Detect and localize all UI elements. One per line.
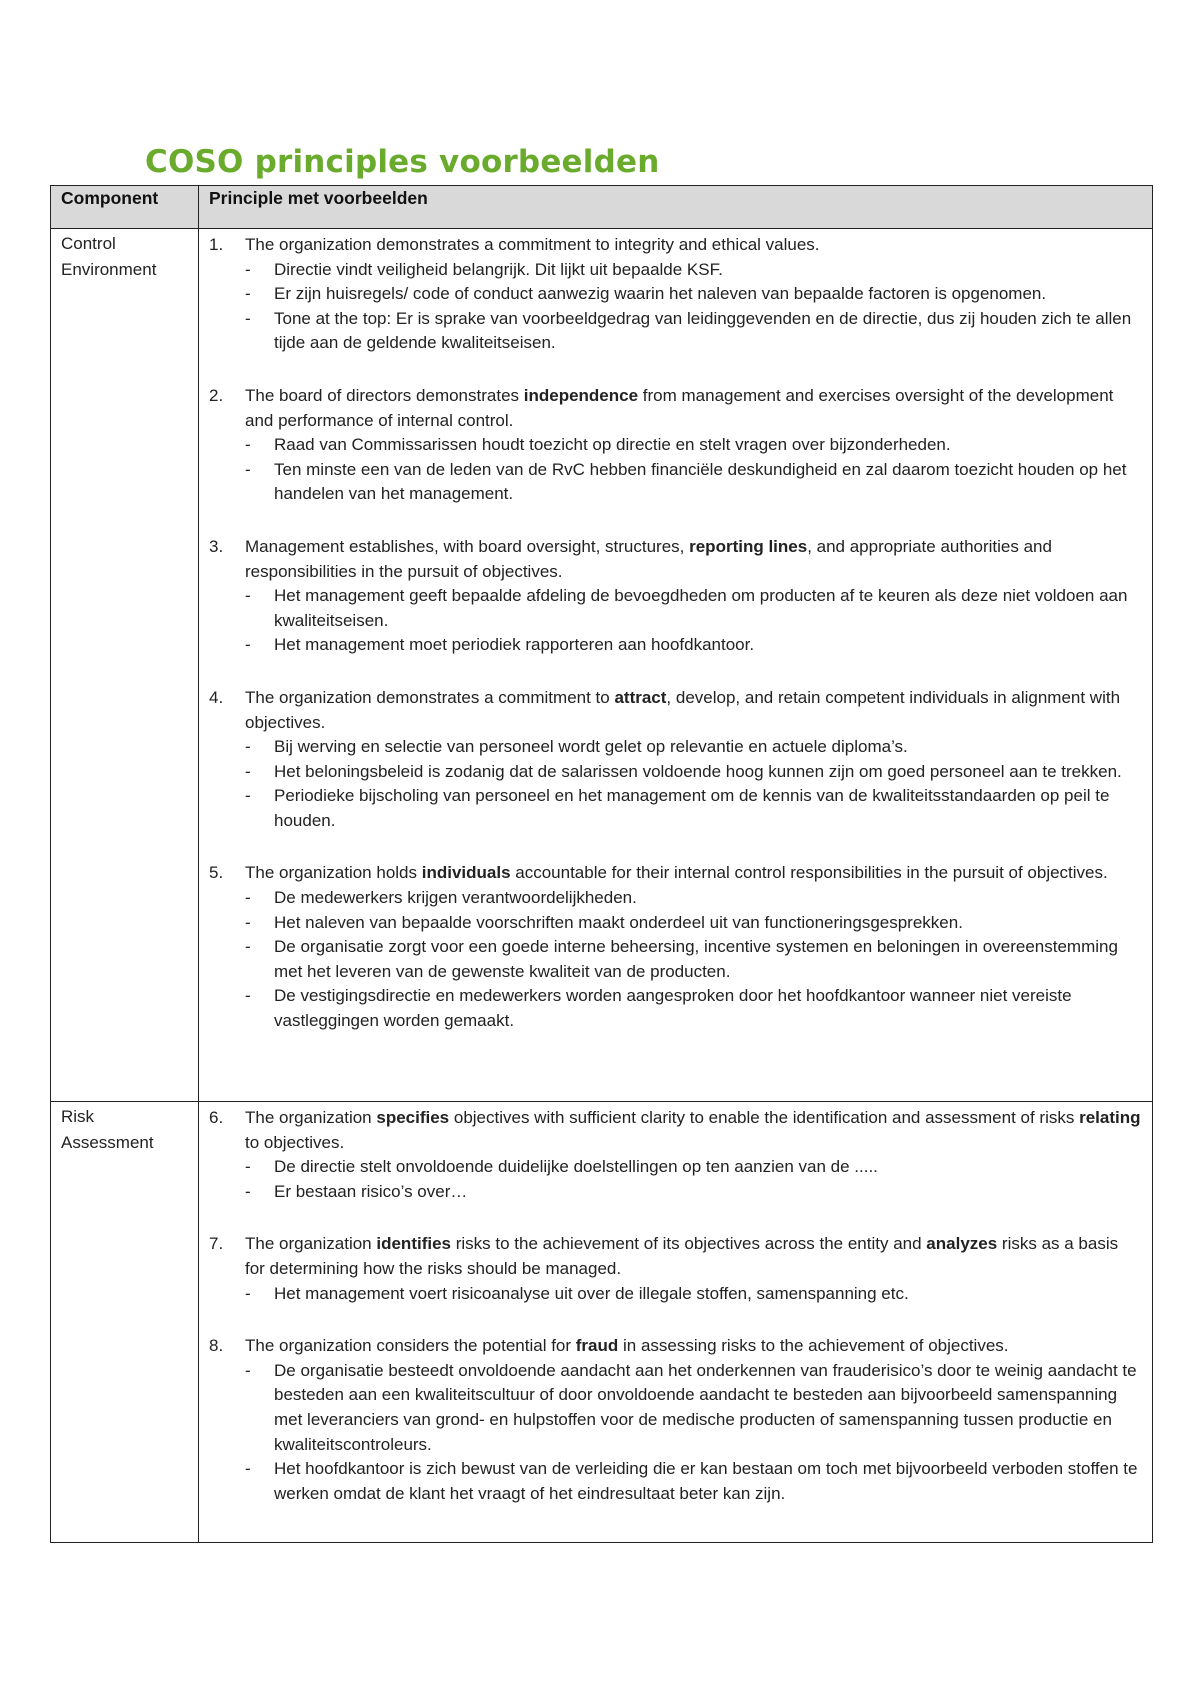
bullet-dash: - bbox=[245, 912, 251, 932]
principle-statement bbox=[209, 1106, 1142, 1155]
principle-keyword: specifies bbox=[376, 1108, 450, 1127]
bullet-dash: - bbox=[245, 937, 251, 957]
example-item bbox=[245, 886, 1142, 911]
principle-item bbox=[209, 384, 1142, 507]
principle-number: 7. bbox=[209, 1234, 224, 1254]
example-item bbox=[245, 984, 1142, 1033]
principle-text bbox=[245, 535, 1142, 584]
principle-text-segment: risks to the achievement of its objectives across the entity and bbox=[451, 1234, 927, 1254]
principle-statement bbox=[209, 535, 1142, 584]
principle-number: 6. bbox=[209, 1108, 224, 1127]
example-text: Het beloningsbeleid is zodanig dat de salarissen voldoende hoog kunnen zijn om goed personeel aan te trekken. bbox=[274, 761, 1122, 781]
principle-statement bbox=[209, 861, 1142, 886]
bullet-dash: - bbox=[245, 1157, 251, 1177]
principle-text-segment: The organization bbox=[245, 1234, 377, 1254]
example-text: De directie stelt onvoldoende duidelijke doelstellingen op ten aanzien van de ..... bbox=[274, 1157, 878, 1177]
table-row bbox=[51, 229, 1153, 1102]
example-text: Tone at the top: Er is sprake van voorbeeldgedrag van leidinggevenden en de directie, dus zij houden zich te allen tijde aan de geldende kwaliteitseisen. bbox=[274, 308, 1132, 353]
example-text: De organisatie zorgt voor een goede interne beheersing, incentive systemen en beloningen in overeenstemming met het leveren van de gewenste kwaliteit van de producten. bbox=[274, 937, 1118, 981]
example-list bbox=[209, 1282, 1142, 1307]
example-text: Het naleven van bepaalde voorschriften maakt onderdeel uit van functioneringsgesprekken. bbox=[274, 912, 963, 932]
principle-item bbox=[209, 1232, 1142, 1306]
principle-text-segment: from management and exercises oversight of the development and performance of internal control. bbox=[245, 385, 1114, 430]
example-item bbox=[245, 1155, 1142, 1180]
principle-keyword: analyzes bbox=[926, 1234, 998, 1254]
principle-text-segment: in assessing risks to the achievement of objectives. bbox=[618, 1336, 1009, 1356]
page-title: COSO principles voorbeelden bbox=[145, 144, 660, 180]
principle-item bbox=[209, 861, 1142, 1033]
principles-cell bbox=[199, 229, 1153, 1102]
principle-statement bbox=[209, 1232, 1142, 1281]
principle-text bbox=[245, 233, 1142, 258]
example-text: Periodieke bijscholing van personeel en het management om de kennis van de kwaliteitsstandaarden op peil te houden. bbox=[274, 786, 1110, 830]
principle-text-segment: , develop, and retain competent individuals in alignment with objectives. bbox=[245, 687, 1121, 732]
principle-text-segment: accountable for their internal control responsibilities in the pursuit of objectives. bbox=[510, 863, 1108, 883]
principle-keyword: independence bbox=[523, 385, 639, 405]
table-row bbox=[51, 1102, 1153, 1543]
principle-text-segment: The board of directors demonstrates bbox=[245, 385, 524, 405]
component-cell: Control Environment bbox=[51, 229, 199, 1102]
principle-statement bbox=[209, 1334, 1142, 1359]
example-item bbox=[245, 258, 1142, 283]
example-list bbox=[209, 1155, 1142, 1204]
principle-text-segment: objectives with sufficient clarity to enable the identification and assessment of risks bbox=[449, 1108, 1080, 1127]
example-text: Er bestaan risico’s over… bbox=[274, 1181, 468, 1201]
example-item bbox=[245, 1359, 1142, 1457]
example-item bbox=[245, 911, 1142, 936]
principle-text-segment: , and appropriate authorities and responsibilities in the pursuit of objectives. bbox=[245, 536, 1052, 581]
example-item bbox=[245, 458, 1142, 507]
example-item bbox=[245, 1282, 1142, 1307]
example-list bbox=[209, 433, 1142, 507]
example-text: De vestigingsdirectie en medewerkers worden aangesproken door het hoofdkantoor wanneer niet vereiste vastleggingen worden gemaakt. bbox=[274, 986, 1072, 1031]
example-list bbox=[209, 1359, 1142, 1507]
principle-statement bbox=[209, 384, 1142, 433]
principle-keyword: identifies bbox=[376, 1234, 451, 1254]
bullet-dash: - bbox=[245, 737, 251, 757]
principle-keyword: relating bbox=[1079, 1108, 1141, 1127]
example-text: Het management voert risicoanalyse uit over de illegale stoffen, samenspanning etc. bbox=[274, 1283, 909, 1303]
bullet-dash: - bbox=[245, 459, 251, 479]
example-text: Het management moet periodiek rapporteren aan hoofdkantoor. bbox=[274, 635, 755, 655]
principle-item bbox=[209, 686, 1142, 834]
example-text: Directie vindt veiligheid belangrijk. Dit lijkt uit bepaalde KSF. bbox=[274, 259, 723, 279]
bullet-dash: - bbox=[245, 786, 251, 806]
principle-text bbox=[245, 1334, 1142, 1359]
example-text: Raad van Commissarissen houdt toezicht op directie en stelt vragen over bijzonderheden. bbox=[274, 435, 951, 455]
principle-item bbox=[209, 1106, 1142, 1204]
example-text: Er zijn huisregels/ code of conduct aanwezig waarin het naleven van bepaalde factoren is opgenomen. bbox=[274, 284, 1047, 304]
example-item bbox=[245, 307, 1142, 356]
principle-number: 1. bbox=[209, 235, 224, 254]
principle-item bbox=[209, 535, 1142, 658]
principle-number: 4. bbox=[209, 687, 224, 707]
example-text: Het hoofdkantoor is zich bewust van de verleiding die er kan bestaan om toch met bijvoorbeeld verboden stoffen te werken omdat de klant het vraagt of het eindresultaat beter kan zijn. bbox=[274, 1459, 1138, 1503]
example-item bbox=[245, 735, 1142, 760]
example-text: De organisatie besteedt onvoldoende aandacht aan het onderkennen van frauderisico’s door te weinig aandacht te besteden aan een kwaliteitscultuur of door onvoldoende aandacht te besteden aan bijvoorbeeld samenspanning met leveranciers van grond- en hulpstoffen voor de medische producten of samenspanning tussen productie en kwaliteitscontroleurs. bbox=[274, 1360, 1137, 1454]
principle-text-segment: to objectives. bbox=[245, 1132, 345, 1152]
example-item bbox=[245, 584, 1142, 633]
principle-text bbox=[245, 686, 1142, 735]
example-item bbox=[245, 1457, 1142, 1506]
principle-number: 5. bbox=[209, 863, 224, 883]
principle-text-segment: The organization holds bbox=[245, 863, 422, 883]
principle-text-segment: Management establishes, with board oversight, structures, bbox=[245, 536, 690, 556]
column-header-principle: Principle met voorbeelden bbox=[199, 186, 1153, 229]
example-text: Het management geeft bepaalde afdeling de bevoegdheden om producten af te keuren als deze niet voldoen aan kwaliteitseisen. bbox=[274, 586, 1128, 630]
bullet-dash: - bbox=[245, 435, 251, 455]
bullet-dash: - bbox=[245, 284, 251, 304]
bullet-dash: - bbox=[245, 1283, 251, 1303]
bullet-dash: - bbox=[245, 761, 251, 781]
bullet-dash: - bbox=[245, 308, 251, 328]
bullet-dash: - bbox=[245, 986, 251, 1006]
principle-text-segment: The organization considers the potential for bbox=[245, 1336, 576, 1356]
principle-item bbox=[209, 233, 1142, 356]
principle-text-segment: risks as a basis for determining how the risks should be managed. bbox=[245, 1234, 1119, 1278]
example-list bbox=[209, 584, 1142, 658]
principle-text-segment: The organization demonstrates a commitment to integrity and ethical values. bbox=[245, 235, 820, 254]
bullet-dash: - bbox=[245, 1181, 251, 1201]
principle-text bbox=[245, 861, 1142, 886]
bullet-dash: - bbox=[245, 1459, 251, 1479]
principles-cell bbox=[199, 1102, 1153, 1543]
principle-text-segment: The organization demonstrates a commitment to bbox=[245, 687, 615, 707]
example-item bbox=[245, 433, 1142, 458]
principle-statement bbox=[209, 233, 1142, 258]
principle-keyword: reporting lines bbox=[689, 536, 808, 556]
bullet-dash: - bbox=[245, 888, 251, 908]
principle-keyword: fraud bbox=[575, 1336, 619, 1356]
principle-text bbox=[245, 384, 1142, 433]
example-list bbox=[209, 735, 1142, 833]
example-item bbox=[245, 633, 1142, 658]
bullet-dash: - bbox=[245, 586, 251, 606]
example-list bbox=[209, 886, 1142, 1034]
example-item bbox=[245, 760, 1142, 785]
principle-statement bbox=[209, 686, 1142, 735]
principle-text-segment: The organization bbox=[245, 1108, 377, 1127]
principle-number: 8. bbox=[209, 1336, 224, 1356]
principle-keyword: attract bbox=[614, 687, 667, 707]
component-cell: Risk Assessment bbox=[51, 1102, 199, 1543]
example-item bbox=[245, 282, 1142, 307]
example-text: De medewerkers krijgen verantwoordelijkheden. bbox=[274, 888, 637, 908]
example-text: Bij werving en selectie van personeel wordt gelet op relevantie en actuele diploma’s. bbox=[274, 737, 908, 757]
example-item bbox=[245, 935, 1142, 984]
principle-text bbox=[245, 1106, 1142, 1155]
principle-text bbox=[245, 1232, 1142, 1281]
table-header-row bbox=[51, 186, 1153, 229]
example-item bbox=[245, 784, 1142, 833]
example-item bbox=[245, 1180, 1142, 1205]
column-header-component: Component bbox=[51, 186, 199, 229]
bullet-dash: - bbox=[245, 635, 251, 655]
example-list bbox=[209, 258, 1142, 356]
bullet-dash: - bbox=[245, 1360, 251, 1380]
bullet-dash: - bbox=[245, 259, 251, 279]
principle-item bbox=[209, 1334, 1142, 1506]
principle-number: 3. bbox=[209, 536, 224, 556]
principle-keyword: individuals bbox=[421, 863, 511, 883]
principle-number: 2. bbox=[209, 385, 224, 405]
coso-table bbox=[50, 185, 1153, 1543]
example-text: Ten minste een van de leden van de RvC hebben financiële deskundigheid en zal daarom toezicht houden op het handelen van het management. bbox=[274, 459, 1127, 504]
